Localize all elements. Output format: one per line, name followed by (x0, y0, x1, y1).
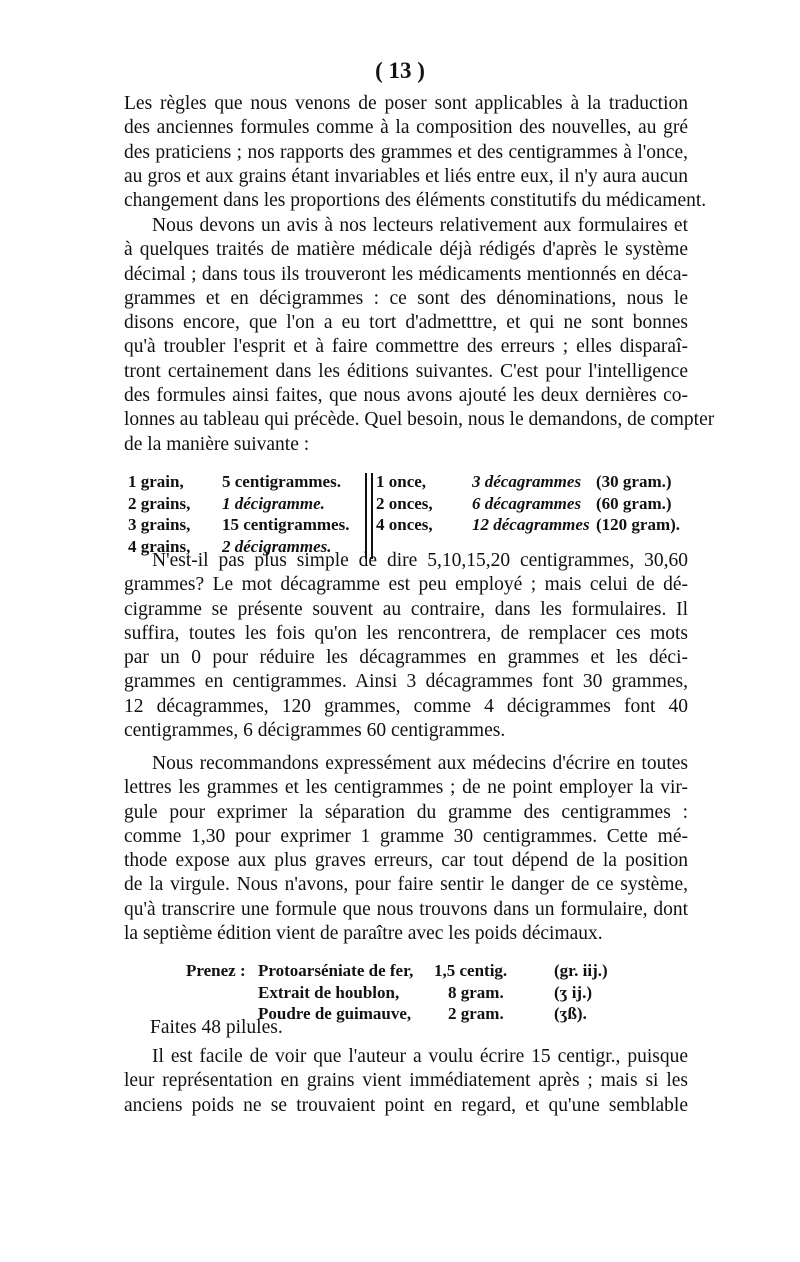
text-line: à quelques traités de matière médicale déjà rédigés d'après le système (124, 239, 688, 261)
text-line: lettres les grammes et les centigrammes ; de ne point employer la vir- (124, 777, 688, 799)
conversion-row (128, 471, 364, 493)
text-line: de la manière suivante : (124, 433, 310, 455)
paragraph-5 (124, 1016, 688, 1040)
ingredient-amount: 1,5 centig. (434, 961, 508, 980)
prescription-formula (186, 960, 634, 1025)
metric-value: 12 décagrammes (472, 515, 590, 534)
ingredient-name: Extrait de houblon, (258, 982, 400, 1002)
text-line: des praticiens ; nos rapports des grammes et des centigrammes à l'once, (124, 141, 688, 163)
text-line: anciens poids ne se trouvaient point en regard, et qu'une semblable (124, 1094, 688, 1116)
text-line: changement dans les proportions des éléments constitutifs du médicament. (124, 190, 707, 212)
text-line: 12 décagrammes, 120 grammes, comme 4 décigrammes font 40 (124, 695, 688, 717)
ingredient-name: Poudre de guimauve, (258, 1004, 412, 1023)
text-line: suffira, toutes les fois qu'on les rencontrera, de remplacer ces mots (124, 622, 688, 644)
text-line: grammes et en décigrammes : ce sont des dénominations, nous le (124, 287, 688, 309)
prescription-row (186, 982, 634, 1004)
text-line: cigramme se présente souvent au contraire, dans les formulaires. Il (124, 598, 688, 620)
onces-value: 1 once, (376, 472, 427, 491)
text-line: comme 1,30 pour exprimer 1 gramme 30 centigrammes. Cette mé- (124, 825, 688, 847)
text-line: Faites 48 pilules. (150, 1017, 283, 1038)
text-line: décimal ; dans tous ils trouveront les médicaments mentionnés en déca- (124, 263, 688, 285)
ingredient-name: Protoarséniate de fer, (258, 961, 414, 980)
paragraph-6 (124, 1045, 688, 1118)
text-line: thode expose aux plus graves erreurs, car tout dépend de la position (124, 850, 688, 872)
prescription-label: Prenez : (186, 961, 246, 980)
metric-value: 2 décigrammes. (222, 536, 332, 556)
grains-value: 1 grain, (128, 472, 184, 491)
text-line: tront certainement dans les éditions suivantes. C'est pour l'intelligence (124, 360, 688, 382)
paragraph-1 (124, 92, 707, 213)
metric-value: 6 décagrammes (472, 493, 582, 513)
text-line: par un 0 pour réduire les décagrammes en grammes et les déci- (124, 647, 688, 669)
conversion-row (376, 493, 686, 515)
text-line: disons encore, que l'on a eu tort d'admetttre, et qui ne sont bonnes (124, 312, 688, 334)
paragraph-2 (124, 214, 715, 457)
conversion-row (128, 493, 364, 515)
text-line: leur représentation en grains vient immédiatement après ; mais si les (124, 1070, 688, 1092)
text-line: qu'à troubler l'esprit et à faire commettre des erreurs ; elles disparaî- (124, 336, 688, 358)
text-line: lonnes au tableau qui précède. Quel besoin, nous le demandons, de compter (124, 409, 715, 431)
paragraph-4 (124, 752, 688, 946)
page-number: ( 13 ) (375, 58, 425, 83)
gram-value: (60 gram.) (596, 493, 672, 513)
metric-value: 15 centigrammes. (222, 515, 350, 534)
conversion-row (376, 514, 686, 536)
grains-value: 2 grains, (128, 493, 191, 513)
text-line: Il est facile de voir que l'auteur a voulu écrire 15 centigr., puisque (152, 1046, 688, 1067)
text-line: des formules ainsi faites, que nous avons ajouté les deux dernières co- (124, 385, 688, 407)
onces-value: 4 onces, (376, 515, 433, 534)
ingredient-amount: 2 gram. (448, 1004, 504, 1023)
text-line: des anciennes formules comme à la composition des nouvelles, au gré (124, 117, 688, 139)
text-line: Nous devons un avis à nos lecteurs relativement aux formulaires et (152, 215, 688, 236)
text-line: grammes? Le mot décagramme est peu employé ; mais celui de dé- (124, 574, 688, 596)
onces-value: 2 onces, (376, 493, 433, 513)
conversion-row (376, 471, 686, 493)
metric-value: 5 centigrammes. (222, 472, 341, 491)
ingredient-old-weight: (ʒß). (554, 1004, 587, 1023)
text-line: gule pour exprimer la séparation du gramme des centigrammes : (124, 801, 688, 823)
gram-value: (30 gram.) (596, 472, 672, 491)
text-line: N'est-il pas plus simple de dire 5,10,15,20 centigrammes, 30,60 (152, 550, 688, 571)
grains-value: 3 grains, (128, 515, 191, 534)
ingredient-old-weight: (gr. iij.) (554, 961, 608, 980)
conversion-row (128, 514, 364, 536)
text-line: centigrammes, 6 décigrammes 60 centigrammes. (124, 720, 506, 742)
grains-value: 4 grains, (128, 536, 191, 556)
text-line: Les règles que nous venons de poser sont applicables à la traduction (124, 93, 688, 114)
text-line: de la virgule. Nous n'avons, pour faire sentir le danger de ce système, (124, 874, 688, 896)
metric-value: 1 décigramme. (222, 493, 325, 513)
metric-value: 3 décagrammes (472, 472, 582, 491)
gram-value: (120 gram). (596, 515, 681, 534)
prescription-row (186, 960, 634, 982)
ingredient-amount: 8 gram. (448, 982, 504, 1002)
text-line: grammes en centigrammes. Ainsi 3 décagrammes font 30 grammes, (124, 671, 688, 693)
text-line: Nous recommandons expressément aux médecins d'écrire en toutes (152, 753, 688, 774)
onces-column (376, 471, 686, 536)
double-rule-divider (365, 473, 373, 559)
grains-column (128, 471, 364, 557)
text-line: qu'à transcrire une formule que nous trouvons dans un formulaire, dont (124, 898, 688, 920)
paragraph-3 (124, 549, 688, 743)
text-line: au gros et aux grains étant invariables et liés entre eux, il n'y aura aucun (124, 165, 688, 187)
ingredient-old-weight: (ʒ ij.) (554, 982, 593, 1002)
text-line: la septième édition vient de paraître avec les poids décimaux. (124, 923, 603, 945)
